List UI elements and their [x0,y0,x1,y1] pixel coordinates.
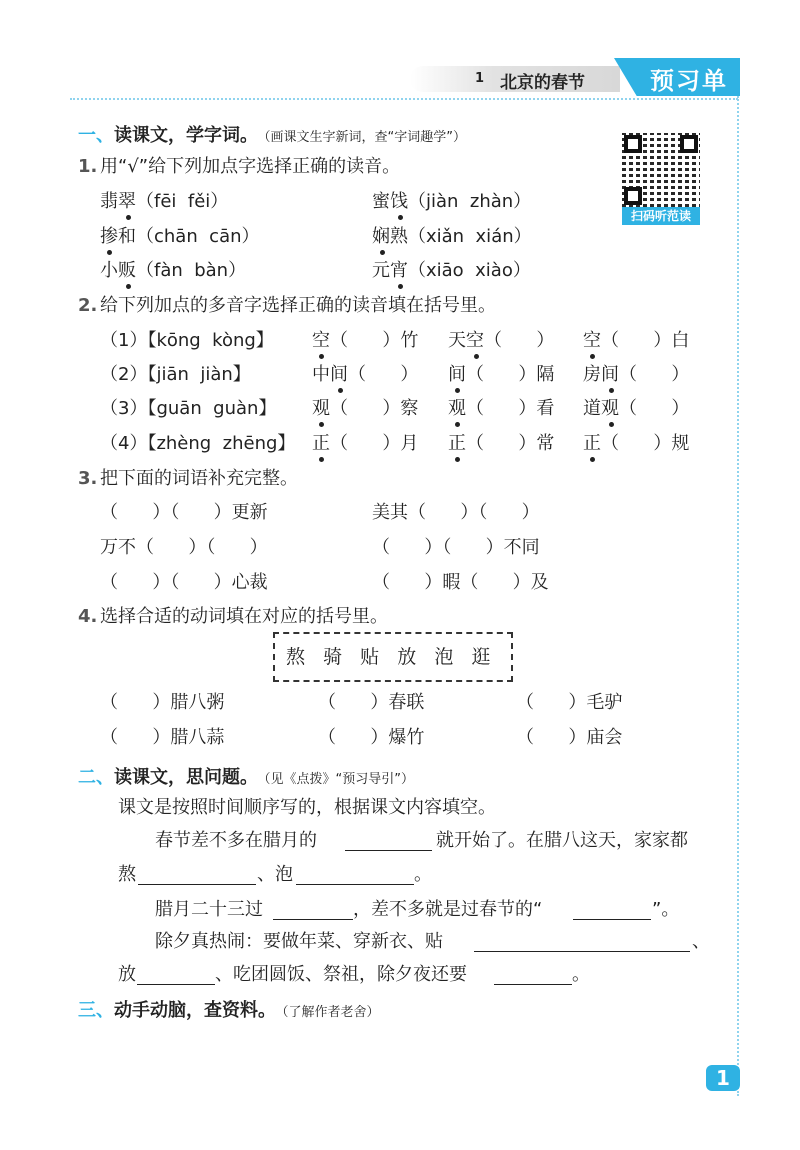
polyphone-blank[interactable]: 正（ ）规 [583,433,690,454]
polyphone-options: （2）【jiān jiàn】 [100,364,251,385]
section-2-heading [78,763,414,789]
qr-corner-marker [624,135,642,153]
passage-text: 就开始了。在腊八这天，家家都 [436,830,688,851]
polyphone-blank[interactable]: 观（ ）察 [312,398,419,419]
passage-text: 。 [414,864,432,885]
fill-blank-line[interactable] [573,919,651,920]
lesson-title: 北京的春节 [500,73,585,93]
emphasis-dot [590,354,595,359]
section-1-number: 一、 [78,125,114,146]
polyphone-blank[interactable]: 天空（ ） [448,330,555,351]
pinyin-choice[interactable]: 娴熟（xiǎn xián） [372,226,532,247]
pinyin-choice[interactable]: 元宵（xiāo xiào） [372,260,531,281]
section-1-note: （画课文生字新词，查“字词趣学”） [264,130,466,145]
polyphone-blank[interactable]: 正（ ）常 [448,433,555,454]
emphasis-dot [474,354,479,359]
verb-blank[interactable]: （ ）腊八蒜 [100,727,225,748]
qr-corner-marker [624,187,642,205]
top-divider [70,98,738,100]
emphasis-dot [126,284,131,289]
passage-text: 熬 [118,864,136,885]
emphasis-dot [609,388,614,393]
passage-text: 放 [118,964,136,985]
fill-blank-line[interactable] [138,884,256,885]
polyphone-blank[interactable]: 房间（ ） [583,364,690,385]
passage-text: 。 [572,964,590,985]
polyphone-blank[interactable]: 间（ ）隔 [448,364,555,385]
question-4-prompt: 选择合适的动词填在对应的括号里。 [100,606,388,627]
emphasis-dot [455,422,460,427]
passage-text: 、泡 [257,864,293,885]
qr-label: 扫码听范读 [622,207,700,225]
page-number: 1 [706,1065,740,1091]
section-2-intro: 课文是按照时间顺序写的，根据课文内容填空。 [118,797,496,818]
verb-list: 熬 骑 贴 放 泡 逛 [286,646,493,668]
right-divider [737,96,739,1096]
polyphone-options: （3）【guān guàn】 [100,398,277,419]
emphasis-dot [455,457,460,462]
section-1-title: 读课文，学字词。 [114,125,258,146]
emphasis-dot [609,422,614,427]
section-3-heading [78,996,380,1022]
emphasis-dot [319,457,324,462]
polyphone-blank[interactable]: 空（ ）白 [583,330,690,351]
emphasis-dot [319,422,324,427]
pinyin-choice[interactable]: 掺和（chān cān） [100,226,260,247]
polyphone-options: （1）【kōng kòng】 [100,330,274,351]
section-3-number: 三、 [78,1000,114,1021]
fill-blank-line[interactable] [494,984,572,985]
fill-blank-line[interactable] [296,884,414,885]
section-3-note: （了解作者老舍） [282,1005,380,1020]
idiom-blank[interactable]: 万不（ ）（ ） [100,537,268,558]
passage-text: 除夕真热闹：要做年菜、穿新衣、贴 [155,931,443,952]
fill-blank-line[interactable] [273,919,353,920]
polyphone-blank[interactable]: 观（ ）看 [448,398,555,419]
emphasis-dot [590,457,595,462]
section-2-title: 读课文，思问题。 [114,767,258,788]
question-1-prompt: 用“√”给下列加点字选择正确的读音。 [100,156,401,177]
passage-text: ，差不多就是过春节的“ [353,899,543,920]
idiom-blank[interactable]: （ ）（ ）心裁 [100,572,268,593]
question-2-prompt: 给下列加点的多音字选择正确的读音填在括号里。 [100,295,496,316]
question-4-number: 4. [78,606,98,627]
fill-blank-line[interactable] [137,984,215,985]
polyphone-blank[interactable]: 正（ ）月 [312,433,419,454]
emphasis-dot [380,250,385,255]
polyphone-blank[interactable]: 道观（ ） [583,398,690,419]
passage-text: 、 [692,931,710,952]
section-1-heading [78,121,466,147]
pinyin-choice[interactable]: 小贩（fàn bàn） [100,260,247,281]
fill-blank-line[interactable] [345,850,432,851]
pinyin-choice[interactable]: 翡翠（fēi fěi） [100,191,229,212]
passage-text: 腊月二十三过 [155,899,263,920]
section-3-title: 动手动脑，查资料。 [114,1000,276,1021]
idiom-blank[interactable]: 美其（ ）（ ） [372,502,540,523]
question-3-number: 3. [78,468,98,489]
question-2-number: 2. [78,295,98,316]
polyphone-blank[interactable]: 空（ ）竹 [312,330,419,351]
verb-blank[interactable]: （ ）庙会 [516,727,623,748]
emphasis-dot [338,388,343,393]
verb-blank[interactable]: （ ）腊八粥 [100,692,225,713]
idiom-blank[interactable]: （ ）暇（ ）及 [372,572,549,593]
passage-text: ”。 [652,899,680,920]
fill-blank-line[interactable] [474,951,690,952]
emphasis-dot [398,215,403,220]
pinyin-choice[interactable]: 蜜饯（jiàn zhàn） [372,191,532,212]
preview-tag: 预习单 [650,67,728,95]
idiom-blank[interactable]: （ ）（ ）不同 [372,537,540,558]
qr-corner-marker [680,135,698,153]
emphasis-dot [398,284,403,289]
emphasis-dot [107,250,112,255]
polyphone-blank[interactable]: 中间（ ） [312,364,419,385]
lesson-number: 1 [475,71,485,86]
passage-text: 春节差不多在腊月的 [155,830,317,851]
verb-blank[interactable]: （ ）爆竹 [318,727,425,748]
verb-blank[interactable]: （ ）春联 [318,692,425,713]
question-3-prompt: 把下面的词语补充完整。 [100,468,298,489]
polyphone-options: （4）【zhèng zhēng】 [100,433,296,454]
section-2-number: 二、 [78,767,114,788]
section-2-note: （见《点拨》“预习导引”） [264,772,414,787]
question-1-number: 1. [78,156,98,177]
idiom-blank[interactable]: （ ）（ ）更新 [100,502,268,523]
emphasis-dot [126,215,131,220]
emphasis-dot [319,354,324,359]
emphasis-dot [455,388,460,393]
passage-text: 、吃团圆饭、祭祖，除夕夜还要 [215,964,467,985]
verb-blank[interactable]: （ ）毛驴 [516,692,623,713]
